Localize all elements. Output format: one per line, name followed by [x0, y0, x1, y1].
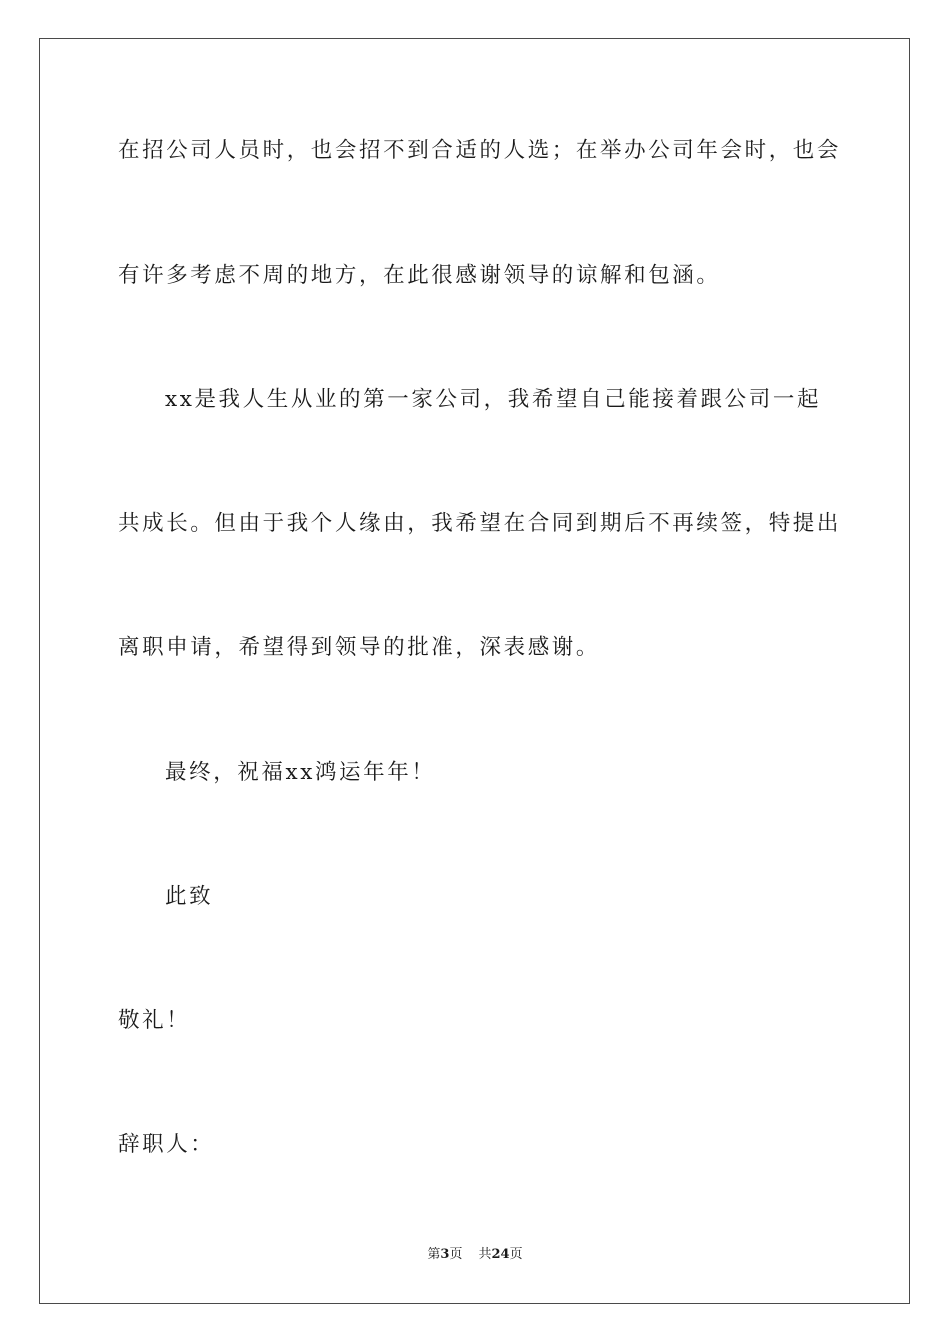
salutation-jingli: 敬礼！: [118, 1008, 191, 1033]
footer-current-page: 3: [440, 1247, 450, 1262]
body-line-1: 在招公司人员时，也会招不到合适的人选；在举办公司年会时，也会: [118, 138, 842, 163]
body-line-2: 有许多考虑不周的地方，在此很感谢领导的谅解和包涵。: [118, 263, 721, 288]
footer-total-suffix: 页: [509, 1247, 523, 1262]
signature-label: 辞职人：: [118, 1132, 215, 1157]
body-line-3: xx是我人生从业的第一家公司，我希望自己能接着跟公司一起: [165, 387, 822, 412]
footer-page-prefix: 第: [427, 1247, 441, 1262]
footer-total-prefix: 共: [478, 1247, 492, 1262]
closing-wish: 最终，祝福xx鸿运年年！: [165, 760, 436, 785]
footer-page-suffix: 页: [449, 1247, 463, 1262]
page-border: [39, 38, 910, 1304]
body-line-4: 共成长。但由于我个人缘由，我希望在合同到期后不再续签，特提出: [118, 511, 842, 536]
page-footer: [0, 1246, 950, 1264]
body-line-5: 离职申请，希望得到领导的批准，深表感谢。: [118, 635, 601, 660]
salutation-cizhi: 此致: [165, 884, 214, 909]
footer-total-pages: 24: [491, 1247, 510, 1262]
